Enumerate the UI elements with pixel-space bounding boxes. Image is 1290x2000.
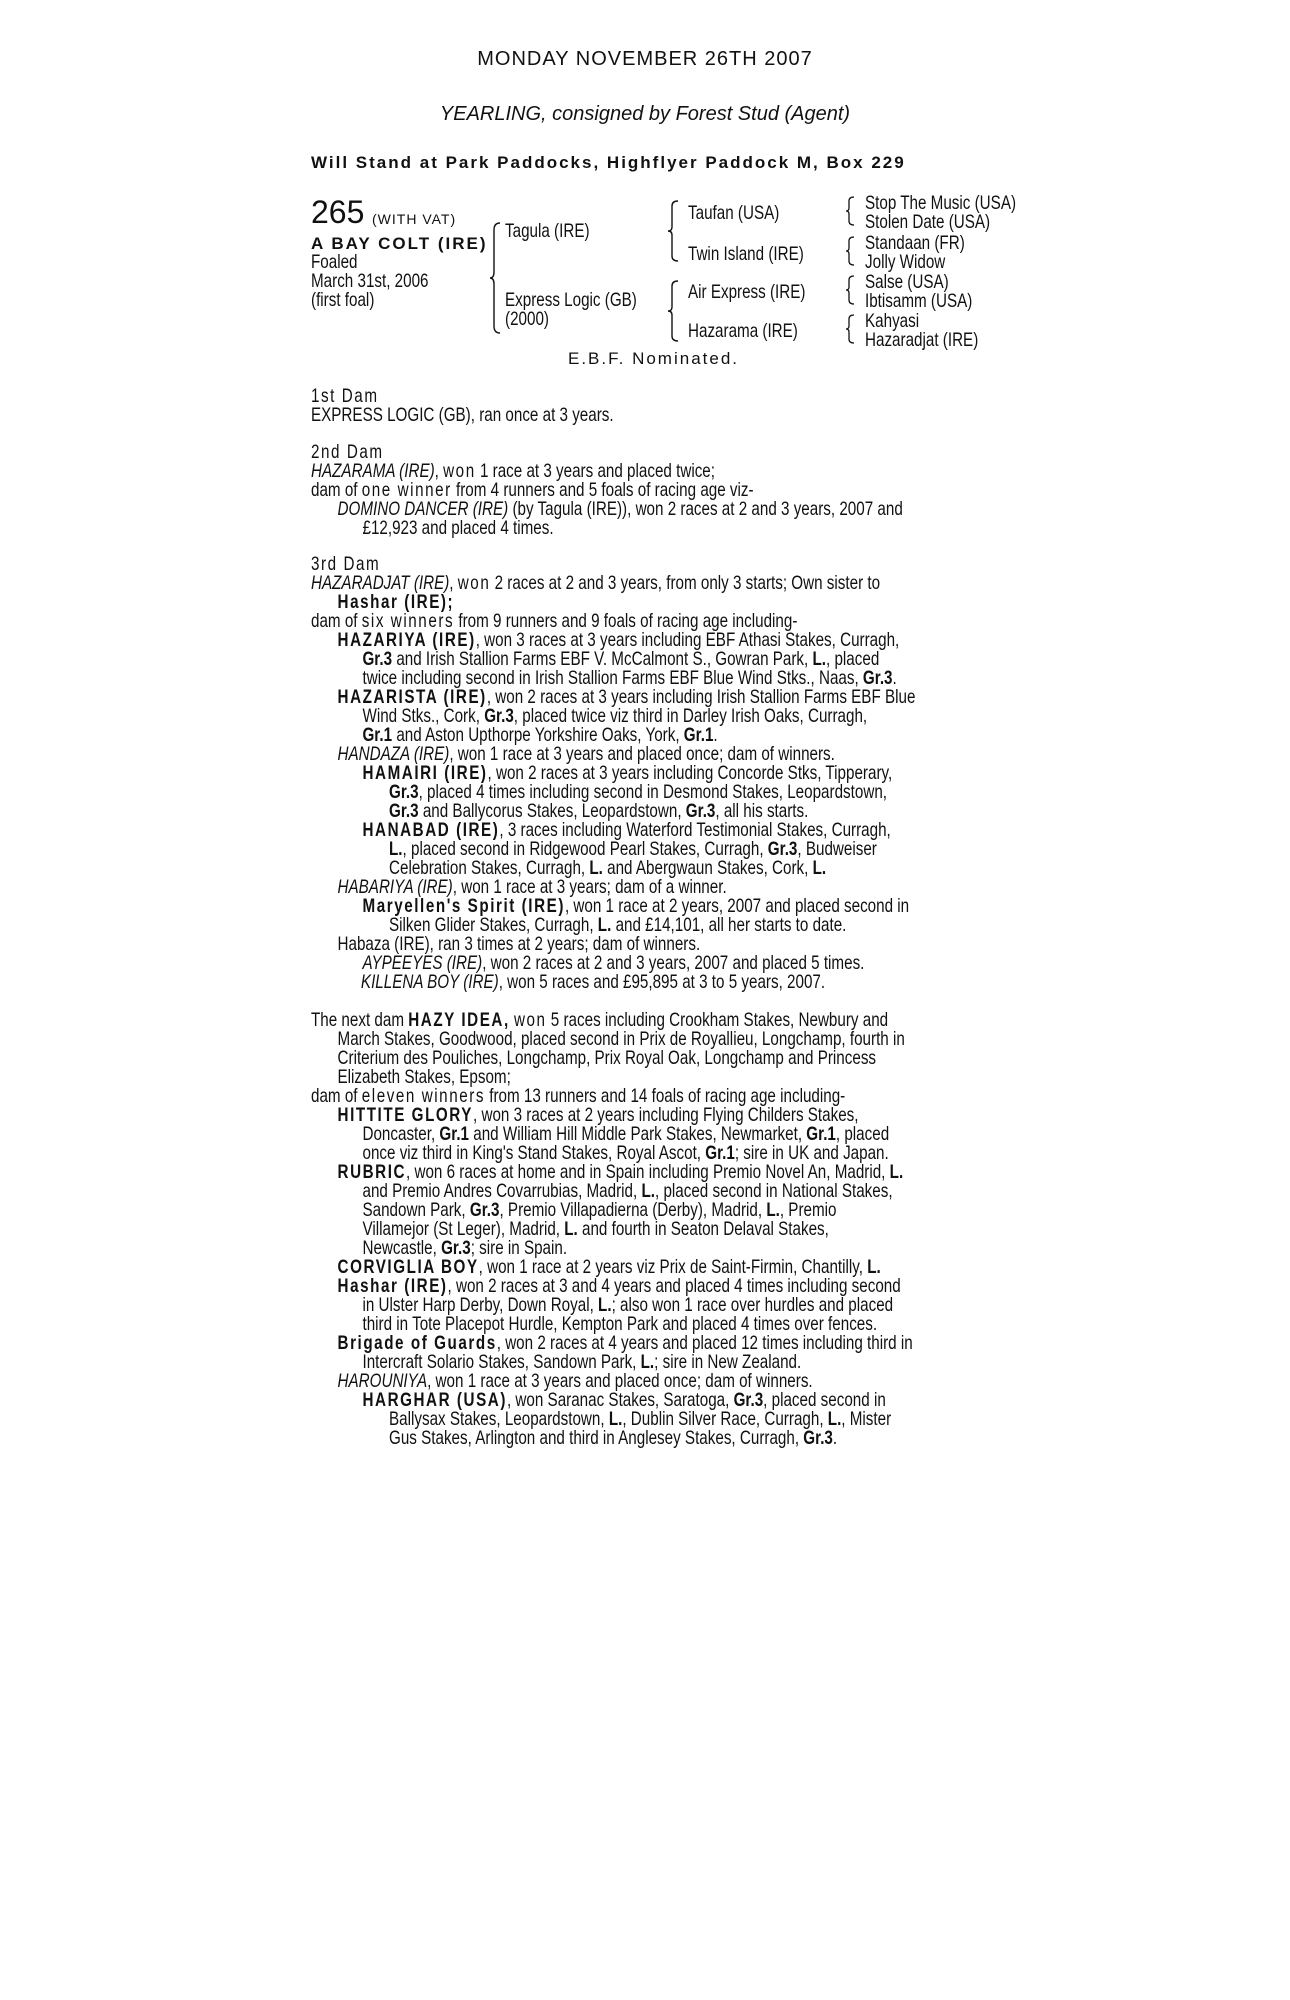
produce-harghar-3 [389, 1429, 837, 1448]
pedigree-gen3-c [865, 273, 972, 311]
race-text: Sandown Park, [362, 1199, 466, 1221]
race-text: , placed twice viz third in Darley Irish Oaks, Curragh, [513, 705, 868, 727]
race-text: Wind Stks., Cork, [362, 705, 480, 727]
horse-record: , won 1 race at 3 years; dam of a winner. [452, 876, 727, 898]
race-text: Newcastle, [362, 1237, 437, 1259]
first-foal-note: (first foal) [311, 289, 375, 311]
pedigree-gen3-a [865, 194, 1016, 232]
race-text: Villamejor (St Leger), Madrid, [362, 1218, 561, 1240]
horse-record: , won 2 races at 3 years including Irish Stallion Farms EBF Blue [486, 686, 916, 708]
grade: Gr.3 [362, 648, 393, 670]
race-text: , placed [835, 1123, 890, 1145]
grade: Gr.1 [362, 724, 393, 746]
race-text: , placed second in Ridgewood Pearl Stakes, Curragh, [402, 838, 764, 860]
foaled-label: Foaled [311, 251, 358, 273]
grade: Gr.3 [685, 800, 716, 822]
horse-record: , won 3 races at 3 years including EBF Athasi Stakes, Curragh, [475, 629, 900, 651]
horse-name: Hashar (IRE) [337, 1275, 448, 1297]
pedigree-brace-gs1 [845, 196, 855, 226]
horse-name: HANDAZA (IRE) [337, 743, 450, 765]
second-dam-line-4: £12,923 and placed 4 times. [362, 517, 554, 539]
runner-count: from 13 runners and 14 foals of racing age including- [489, 1085, 846, 1107]
won-word: won [457, 572, 491, 594]
grade: Gr.3 [469, 1199, 500, 1221]
dam-year: (2000) [505, 308, 549, 330]
first-dam-text: EXPRESS LOGIC (GB), ran once at 3 years. [311, 404, 614, 426]
race-text: once viz third in King's Stand Stakes, Royal Ascot, [362, 1142, 702, 1164]
race-text: ; also won 1 race over hurdles and placed [611, 1294, 894, 1316]
next-dam-name: HAZY IDEA, [408, 1009, 510, 1031]
third-dam-name: HAZARADJAT (IRE) [311, 572, 450, 594]
grandsire-sire-side: Taufan (USA) [688, 202, 780, 224]
lot-number [311, 196, 364, 228]
grade: Gr.3 [389, 800, 419, 822]
horse-name: CORVIGLIA BOY [337, 1256, 479, 1278]
race-text: , placed 4 times including second in Desmond Stakes, Leopardstown, [418, 781, 888, 803]
race-text: in Ulster Harp Derby, Down Royal, [362, 1294, 594, 1316]
pedigree-gen3-b [865, 234, 965, 272]
grade: Gr.3 [803, 1427, 833, 1449]
horse-record: , 3 races including Waterford Testimonial Stakes, Curragh, [499, 819, 891, 841]
grade: Gr.3 [862, 667, 893, 689]
race-text: , Mister [841, 1408, 892, 1430]
horse-name: RUBRIC [337, 1161, 407, 1183]
third-dam-record: 2 races at 2 and 3 years, from only 3 starts; Own sister to [494, 572, 881, 594]
ancestor-dds: Kahyasi [865, 310, 920, 332]
horse-record: , won 2 races at 2 and 3 years, 2007 and placed 5 times. [482, 952, 865, 974]
horse-record: , won 1 race at 3 years and placed once; dam of winners. [449, 743, 835, 765]
race-text: and Abergwaun Stakes, Cork, [607, 857, 809, 879]
race-text: , all his starts. [715, 800, 809, 822]
horse-name: HAZARIYA (IRE) [337, 629, 476, 651]
grade: L. [589, 857, 603, 879]
grade: Gr.3 [733, 1389, 764, 1411]
race-text: , Premio Villapadierna (Derby), Madrid, [499, 1199, 763, 1221]
pedigree-brace-gs4 [845, 314, 855, 344]
grade: L. [608, 1408, 623, 1430]
horse-name: Maryellen's Spirit (IRE) [362, 895, 565, 917]
dam-name: Express Logic (GB) [505, 289, 637, 311]
race-text: . [713, 724, 718, 746]
won-word: won [443, 460, 476, 482]
pedigree-sire [505, 222, 590, 241]
grade: Gr.3 [441, 1237, 471, 1259]
ancestor-dsd: Ibtisamm (USA) [865, 290, 973, 312]
race-text: Doncaster, [362, 1123, 436, 1145]
ancestor-dss: Salse (USA) [865, 271, 949, 293]
grade: L. [812, 648, 827, 670]
runner-count: from 4 runners and 5 foals of racing age viz- [455, 479, 754, 501]
second-dam-record: 1 race at 3 years and placed twice; [479, 460, 715, 482]
race-text: Intercraft Solario Stakes, Sandown Park, [362, 1351, 637, 1373]
grade: L. [889, 1161, 904, 1183]
third-dam-line-1: HAZARADJAT (IRE), won 2 races at 2 and 3 years, from only 3 starts; Own sister to [311, 572, 881, 594]
grade: Gr.1 [439, 1123, 470, 1145]
race-text: and fourth in Seaton Delaval Stakes, [581, 1218, 829, 1240]
grade: Gr.3 [484, 705, 514, 727]
race-text: Silken Glider Stakes, Curragh, [389, 914, 594, 936]
horse-name: HITTITE GLORY [337, 1104, 474, 1126]
dam-of: dam of [311, 1085, 358, 1107]
race-text: and Irish Stallion Farms EBF V. McCalmont S., Gowran Park, [396, 648, 809, 670]
grade: L. [812, 857, 827, 879]
grade: L. [641, 1180, 655, 1202]
produce-record-text: (by Tagula (IRE)), won 2 races at 2 and 3 years, 2007 and [512, 498, 903, 520]
horse-record: , won 1 race at 2 years, 2007 and placed second in [564, 895, 910, 917]
third-dam-heading: 3rd Dam [311, 553, 381, 575]
grade: Gr.1 [683, 724, 714, 746]
winner-count: eleven winners [361, 1085, 486, 1107]
ancestor-sdd: Jolly Widow [865, 251, 946, 273]
race-text: and William Hill Middle Park Stakes, Newmarket, [473, 1123, 803, 1145]
race-text: , Dublin Silver Race, Curragh, [622, 1408, 824, 1430]
stand-line [311, 153, 906, 172]
race-text: ; sire in New Zealand. [654, 1351, 802, 1373]
produce-habaza: Habaza (IRE), ran 3 times at 2 years; dam of winners. [337, 933, 701, 955]
stand-text: Will Stand at Park Paddocks, Highflyer Paddock M, Box 229 [311, 153, 906, 172]
pedigree-brace-dam [667, 280, 679, 342]
horse-record: , won Saranac Stakes, Saratoga, [506, 1389, 730, 1411]
race-text: , Premio [779, 1199, 837, 1221]
third-dam-line-2: Hashar (IRE); [337, 591, 455, 613]
horse-name: KILLENA BOY (IRE) [360, 971, 499, 993]
grade: L. [766, 1199, 780, 1221]
pedigree-brace-gs2 [845, 236, 855, 266]
foaled-date: March 31st, 2006 [311, 270, 429, 292]
race-text: ; sire in Spain. [470, 1237, 568, 1259]
horse-record: , won 1 race at 3 years and placed once; dam of winners. [427, 1370, 813, 1392]
race-text: , Budweiser [797, 838, 877, 860]
second-dam-name: HAZARAMA (IRE) [311, 460, 435, 482]
pedigree-brace-sire [667, 200, 679, 262]
horse-name: AYPEEYES (IRE) [362, 952, 483, 974]
pedigree-gen3-d [865, 312, 978, 350]
race-text: and Ballycorus Stakes, Leopardstown, [422, 800, 682, 822]
race-text: and Premio Andres Covarrubias, Madrid, [362, 1180, 638, 1202]
grade: Gr.3 [767, 838, 798, 860]
vat-note: (WITH VAT) [372, 211, 457, 227]
race-text: , placed second in [763, 1389, 886, 1411]
pedigree-ss [688, 204, 779, 223]
second-dam-heading: 2nd Dam [311, 441, 384, 463]
horse-record: , won 1 race at 2 years viz Prix de Saint-Firmin, Chantilly, [478, 1256, 863, 1278]
grade: L. [827, 1408, 842, 1430]
produce-name: DOMINO DANCER (IRE) [337, 498, 509, 520]
horse-name: HAROUNIYA [337, 1370, 428, 1392]
grade: L. [564, 1218, 578, 1240]
horse-name: Brigade of Guards [337, 1332, 497, 1354]
next-dam-line-4: Elizabeth Stakes, Epsom; [337, 1066, 511, 1088]
horse-name: HARGHAR (USA) [362, 1389, 507, 1411]
ancestor-ssd: Stolen Date (USA) [865, 211, 991, 233]
next-dam-label: The next dam [311, 1009, 405, 1031]
grade: L. [598, 1294, 612, 1316]
pedigree-sd [688, 245, 804, 264]
lot-title: A BAY COLT (IRE) [311, 234, 488, 253]
winner-count: six winners [361, 610, 455, 632]
race-text: , placed second in National Stakes, [654, 1180, 893, 1202]
grade: L. [597, 914, 612, 936]
race-text: Ballysax Stakes, Leopardstown, [389, 1408, 605, 1430]
grade: Gr.1 [705, 1142, 735, 1164]
ancestor-ddd: Hazaradjat (IRE) [865, 329, 979, 351]
pedigree-dam [505, 291, 637, 329]
sale-date [0, 48, 1290, 71]
dam-of: dam of [311, 479, 358, 501]
pedigree-brace-main [489, 222, 501, 334]
first-dam-heading: 1st Dam [311, 385, 379, 407]
race-text: , placed [826, 648, 880, 670]
race-text: Celebration Stakes, Curragh, [389, 857, 586, 879]
horse-name: HABARIYA (IRE) [337, 876, 453, 898]
second-dam-line-1: HAZARAMA (IRE), won 1 race at 3 years and placed twice; [311, 460, 715, 482]
sale-date-text: MONDAY NOVEMBER 26TH 2007 [477, 48, 813, 70]
dam-of: dam of [311, 610, 358, 632]
horse-name: HAMAIRI (IRE) [362, 762, 488, 784]
horse-record: , won 6 races at home and in Spain including Premio Novel An, Madrid, [406, 1161, 886, 1183]
next-dam-line-2: March Stakes, Goodwood, placed second in Prix de Royallieu, Longchamp, fourth in [337, 1028, 905, 1050]
consignment-text: YEARLING, consigned by Forest Stud (Agent) [439, 103, 851, 125]
next-dam-line-3: Criterium des Pouliches, Longchamp, Prix Royal Oak, Longchamp and Princess [337, 1047, 877, 1069]
grade: L. [389, 838, 403, 860]
race-text: and £14,101, all her starts to date. [615, 914, 847, 936]
next-dam-record: 5 races including Crookham Stakes, Newbury and [550, 1009, 889, 1031]
horse-record: , won 5 races and £95,895 at 3 to 5 years, 2007. [498, 971, 826, 993]
race-text: . [832, 1427, 838, 1449]
race-text: ; sire in UK and Japan. [734, 1142, 889, 1164]
grandsire-dam-side: Air Express (IRE) [688, 281, 806, 303]
grade: Gr.1 [806, 1123, 836, 1145]
won-word: won [513, 1009, 547, 1031]
consignment-line [0, 103, 1290, 126]
horse-name: HANABAD (IRE) [362, 819, 500, 841]
race-text: and Aston Upthorpe Yorkshire Oaks, York, [396, 724, 680, 746]
runner-count: from 9 runners and 9 foals of racing age including- [458, 610, 798, 632]
grade: L. [640, 1351, 655, 1373]
ancestor-sds: Standaan (FR) [865, 232, 965, 254]
granddam-sire-side: Twin Island (IRE) [688, 243, 804, 265]
race-text: Gus Stakes, Arlington and third in Anglesey Stakes, Curragh, [389, 1427, 800, 1449]
granddam-dam-side: Hazarama (IRE) [688, 320, 798, 342]
horse-record: , won 2 races at 3 years including Concorde Stks, Tipperary, [487, 762, 893, 784]
pedigree-dd [688, 322, 798, 341]
lot-number-text: 265 [311, 194, 365, 230]
race-text: twice including second in Irish Stallion Farms EBF Blue Wind Stks., Naas, [362, 667, 859, 689]
foaled-block [311, 253, 429, 310]
ancestor-sss: Stop The Music (USA) [865, 192, 1017, 214]
ebf-nominated: E.B.F. Nominated. [568, 349, 740, 368]
grade: Gr.3 [389, 781, 419, 803]
sire-name: Tagula (IRE) [505, 220, 590, 242]
grade: L. [867, 1256, 881, 1278]
race-text: . [892, 667, 897, 689]
horse-record: , won 2 races at 4 years and placed 12 times including third in [496, 1332, 913, 1354]
winner-count: one winner [361, 479, 452, 501]
produce-hashar-3: third in Tote Placepot Hurdle, Kempton Park and placed 4 times over fences. [362, 1313, 878, 1335]
horse-record: , won 3 races at 2 years including Flying Childers Stakes, [473, 1104, 859, 1126]
horse-record: , won 2 races at 3 and 4 years and placed 4 times including second [447, 1275, 901, 1297]
horse-name: HAZARISTA (IRE) [337, 686, 487, 708]
pedigree-ds [688, 283, 805, 302]
pedigree-brace-gs3 [845, 275, 855, 305]
produce-killena-boy [361, 973, 825, 992]
